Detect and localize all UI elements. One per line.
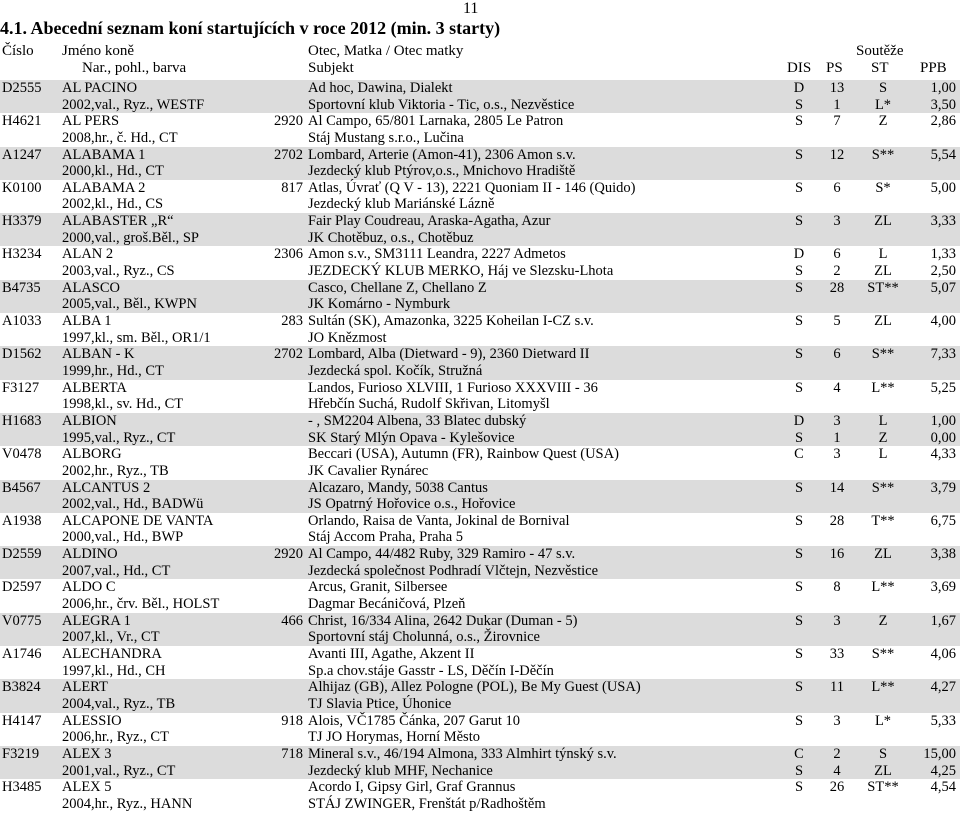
result-ps: 13 <box>829 80 845 96</box>
result-ps: 5 <box>833 313 841 330</box>
result-ppb: 7,33 <box>930 346 956 363</box>
horse-subject: Jezdecký klub MHF, Nechanice <box>308 762 493 779</box>
result-ps: 26 <box>829 779 845 796</box>
horse-name: AL PERS <box>62 113 120 130</box>
result-dis: C <box>794 446 804 463</box>
result-dis: S <box>794 762 804 779</box>
horse-name: ALASCO <box>62 279 121 296</box>
table-row <box>0 313 960 346</box>
result-ppb: 5,25 <box>930 379 956 396</box>
result-ps: 4 <box>833 762 841 779</box>
table-row <box>0 446 960 479</box>
table-row <box>0 646 960 679</box>
result-dis: S <box>794 479 804 496</box>
horse-info: 2000,kl., Hd., CT <box>62 163 164 180</box>
result-dis: C <box>794 745 804 762</box>
horse-name: ALEX 3 <box>62 745 112 762</box>
horse-number: 2702 <box>274 146 303 163</box>
horse-subject: JS Opatrný Hořovice o.s., Hořovice <box>308 496 516 513</box>
result-st: ZL <box>874 546 892 563</box>
result-dis: S <box>794 679 804 696</box>
result-dis: S <box>794 612 804 629</box>
horse-name: ALBERTA <box>62 379 127 396</box>
horse-subject: Sportovní stáj Cholunná, o.s., Žirovnice <box>308 629 540 646</box>
horse-pedigree: Ad hoc, Dawina, Dialekt <box>308 80 453 96</box>
table-row <box>0 113 960 146</box>
horse-name: ALCANTUS 2 <box>62 479 151 496</box>
header-subjekt: Subjekt <box>308 60 354 76</box>
horse-number: 2920 <box>274 546 303 563</box>
horse-pedigree: Lombard, Arterie (Amon-41), 2306 Amon s.v. <box>308 146 576 163</box>
result-ps: 33 <box>829 646 845 663</box>
result-st: Z <box>878 612 888 629</box>
result-ppb: 4,33 <box>930 446 956 463</box>
horse-id: B3824 <box>2 679 41 696</box>
result-dis: S <box>794 213 804 230</box>
horse-pedigree: Casco, Chellane Z, Chellano Z <box>308 279 487 296</box>
horse-info: 2007,val., Hd., CT <box>62 562 171 579</box>
table-row <box>0 679 960 712</box>
result-ppb: 4,27 <box>930 679 956 696</box>
header-otec: Otec, Matka / Otec matky <box>308 43 464 59</box>
horse-info: 2001,val., Ryz., CT <box>62 762 176 779</box>
result-ps: 6 <box>833 346 841 363</box>
horse-name: ALDO C <box>62 579 116 596</box>
result-ppb: 5,07 <box>930 279 956 296</box>
result-ps: 4 <box>833 379 841 396</box>
horse-pedigree: Acordo I, Gipsy Girl, Graf Grannus <box>308 779 516 796</box>
result-dis: S <box>794 779 804 796</box>
result-ppb: 1,00 <box>930 412 956 429</box>
horse-pedigree: Al Campo, 44/482 Ruby, 329 Ramiro - 47 s.v. <box>308 546 576 563</box>
result-ps: 6 <box>833 246 841 263</box>
horse-id: A1033 <box>2 313 42 330</box>
horse-id: D2597 <box>2 579 42 596</box>
result-ps: 8 <box>833 579 841 596</box>
horse-subject: Sportovní klub Viktoria - Tic, o.s., Nezvěstice <box>308 96 575 113</box>
horse-info: 2006,hr., Ryz., CT <box>62 729 169 746</box>
horse-id: H4621 <box>2 113 42 130</box>
result-ppb: 5,33 <box>930 712 956 729</box>
horse-subject: Jezdecký klub Ptýrov,o.s., Mnichovo Hradiště <box>308 163 576 180</box>
result-st: L** <box>871 579 895 596</box>
result-ppb: 1,33 <box>930 246 956 263</box>
horse-info: 1997,kl., sm. Běl., OR1/1 <box>62 329 211 346</box>
horse-subject: Stáj Accom Praha, Praha 5 <box>308 529 464 546</box>
horse-id: A1746 <box>2 646 42 663</box>
header-jmeno-sub: Nar., pohl., barva <box>82 60 187 76</box>
horse-number: 718 <box>281 745 303 762</box>
result-ps: 3 <box>833 612 841 629</box>
horse-name: ALABAMA 2 <box>62 179 146 196</box>
result-ppb: 2,86 <box>930 113 956 130</box>
result-ppb: 3,69 <box>930 579 956 596</box>
horse-info: 2008,hr., č. Hd., CT <box>62 129 178 146</box>
horse-info: 1999,hr., Hd., CT <box>62 362 164 379</box>
result-dis: S <box>794 646 804 663</box>
horse-subject: JK Chotěbuz, o.s., Chotěbuz <box>308 229 474 246</box>
horse-pedigree: Amon s.v., SM3111 Leandra, 2227 Admetos <box>308 246 566 263</box>
result-st: S <box>878 80 888 96</box>
result-ppb: 1,00 <box>930 80 956 96</box>
result-ps: 12 <box>829 146 845 163</box>
header-cislo: Číslo <box>2 43 34 59</box>
result-st: ZL <box>874 313 892 330</box>
horse-pedigree: Beccari (USA), Autumn (FR), Rainbow Quest (USA) <box>308 446 619 463</box>
horse-subject: Sp.a chov.stáje Gasstr - LS, Děčín I-Děčín <box>308 662 554 679</box>
result-st: L* <box>874 712 892 729</box>
horse-id: F3127 <box>2 379 40 396</box>
horse-name: ALERT <box>62 679 108 696</box>
result-dis: S <box>794 179 804 196</box>
horse-subject: Jezdecká společnost Podhradí Vlčtejn, Nezvěstice <box>308 562 599 579</box>
horse-id: V0775 <box>2 612 42 629</box>
result-ps: 3 <box>833 446 841 463</box>
horse-info: 1995,val., Ryz., CT <box>62 429 176 446</box>
horse-name: ALBORG <box>62 446 122 463</box>
horse-name: ALABAMA 1 <box>62 146 146 163</box>
result-st: Z <box>878 113 888 130</box>
header-jmeno: Jméno koně <box>62 43 135 59</box>
horse-pedigree: Lombard, Alba (Dietward - 9), 2360 Dietward II <box>308 346 590 363</box>
horse-name: ALAN 2 <box>62 246 114 263</box>
result-ps: 28 <box>829 512 845 529</box>
horse-name: ALEX 5 <box>62 779 112 796</box>
horse-pedigree: Orlando, Raisa de Vanta, Jokinal de Bornival <box>308 512 570 529</box>
result-dis: S <box>794 429 804 446</box>
result-ps: 7 <box>833 113 841 130</box>
horse-info: 1998,kl., sv. Hd., CT <box>62 396 184 413</box>
horse-pedigree: Arcus, Granit, Silbersee <box>308 579 448 596</box>
horse-info: 2006,hr., črv. Běl., HOLST <box>62 596 220 613</box>
horse-info: 2002,kl., Hd., CS <box>62 196 164 213</box>
horse-subject: JK Komárno - Nymburk <box>308 296 451 313</box>
horse-subject: Jezdecká spol. Kočík, Stružná <box>308 362 483 379</box>
horse-name: ALEGRA 1 <box>62 612 131 629</box>
horse-id: H3379 <box>2 213 42 230</box>
table-row <box>0 380 960 413</box>
result-ppb: 4,25 <box>930 762 956 779</box>
table-row <box>0 213 960 246</box>
table-row <box>0 513 960 546</box>
table-row <box>0 546 960 579</box>
result-ps: 2 <box>833 745 841 762</box>
horse-pedigree: Mineral s.v., 46/194 Almona, 333 Almhirt týnský s.v. <box>308 745 617 762</box>
result-ppb: 3,38 <box>930 546 956 563</box>
horse-number: 2306 <box>274 246 303 263</box>
header-dis: DIS <box>787 60 812 76</box>
horse-name: ALDINO <box>62 546 118 563</box>
horse-id: B4567 <box>2 479 41 496</box>
page-number: 11 <box>463 0 479 17</box>
table-row <box>0 713 960 746</box>
horse-id: H3234 <box>2 246 42 263</box>
horse-info: 2002,val., Hd., BADWü <box>62 496 204 513</box>
result-ps: 3 <box>833 213 841 230</box>
table-row <box>0 147 960 180</box>
horse-id: F3219 <box>2 745 40 762</box>
result-st: ST** <box>867 779 899 796</box>
result-st: S** <box>871 646 895 663</box>
result-st: ST** <box>867 279 899 296</box>
header-souteze: Soutěže <box>856 43 904 59</box>
result-ppb: 5,00 <box>930 179 956 196</box>
horse-number: 2702 <box>274 346 303 363</box>
horse-info: 2004,val., Ryz., TB <box>62 695 176 712</box>
result-st: S* <box>875 179 891 196</box>
table-row <box>0 280 960 313</box>
result-dis: S <box>794 313 804 330</box>
horse-subject: STÁJ ZWINGER, Frenštát p/Radhoštěm <box>308 795 546 812</box>
result-st: ZL <box>874 762 892 779</box>
horse-id: V0478 <box>2 446 42 463</box>
result-ppb: 5,54 <box>930 146 956 163</box>
table-row <box>0 246 960 279</box>
result-dis: D <box>793 412 805 429</box>
horse-name: ALCAPONE DE VANTA <box>62 512 214 529</box>
horse-pedigree: Fair Play Coudreau, Araska-Agatha, Azur <box>308 213 551 230</box>
horse-name: ALBAN - K <box>62 346 135 363</box>
horse-subject: JK Cavalier Rynárec <box>308 462 429 479</box>
result-ppb: 3,33 <box>930 213 956 230</box>
horse-subject: JEZDECKÝ KLUB MERKO, Háj ve Slezsku-Lhota <box>308 263 614 280</box>
horse-number: 283 <box>281 313 303 330</box>
result-st: L <box>878 412 888 429</box>
result-dis: S <box>794 96 804 113</box>
header-st: ST <box>871 60 889 76</box>
result-ps: 28 <box>829 279 845 296</box>
result-ppb: 4,06 <box>930 646 956 663</box>
horse-subject: Jezdecký klub Mariánské Lázně <box>308 196 495 213</box>
result-ps: 6 <box>833 179 841 196</box>
horse-pedigree: Alois, VČ1785 Čánka, 207 Garut 10 <box>308 712 520 729</box>
table-row <box>0 80 960 113</box>
result-ps: 3 <box>833 412 841 429</box>
horse-info: 2007,kl., Vr., CT <box>62 629 160 646</box>
result-dis: S <box>794 346 804 363</box>
result-ps: 2 <box>833 263 841 280</box>
table-row <box>0 346 960 379</box>
result-st: T** <box>871 512 895 529</box>
header-ps: PS <box>826 60 843 76</box>
result-st: S** <box>871 479 895 496</box>
result-dis: S <box>794 146 804 163</box>
horse-subject: TJ JO Horymas, Horní Město <box>308 729 480 746</box>
horse-subject: Stáj Mustang s.r.o., Lučina <box>308 129 464 146</box>
table-row <box>0 413 960 446</box>
horse-id: D2555 <box>2 80 42 96</box>
horse-info: 2000,val., Hd., BWP <box>62 529 184 546</box>
horse-subject: SK Starý Mlýn Opava - Kylešovice <box>308 429 515 446</box>
horse-subject: Dagmar Becáničová, Plzeň <box>308 596 466 613</box>
result-st: S** <box>871 346 895 363</box>
result-ppb: 6,75 <box>930 512 956 529</box>
header-ppb: PPB <box>920 60 947 76</box>
horse-pedigree: - , SM2204 Albena, 33 Blatec dubský <box>308 412 527 429</box>
horse-number: 2920 <box>274 113 303 130</box>
result-ppb: 3,79 <box>930 479 956 496</box>
result-dis: S <box>794 279 804 296</box>
result-ppb: 4,54 <box>930 779 956 796</box>
result-dis: S <box>794 113 804 130</box>
horse-info: 2002,val., Ryz., WESTF <box>62 96 205 113</box>
horse-number: 817 <box>281 179 303 196</box>
result-ps: 3 <box>833 712 841 729</box>
horse-name: ALBION <box>62 412 117 429</box>
result-st: S <box>878 745 888 762</box>
horse-table <box>0 80 960 813</box>
horse-id: H4147 <box>2 712 42 729</box>
table-row <box>0 746 960 779</box>
result-st: L** <box>871 379 895 396</box>
result-dis: S <box>794 712 804 729</box>
result-st: Z <box>878 429 888 446</box>
horse-pedigree: Alcazaro, Mandy, 5038 Cantus <box>308 479 488 496</box>
horse-info: 2004,hr., Ryz., HANN <box>62 795 193 812</box>
result-dis: D <box>793 246 805 263</box>
result-ppb: 2,50 <box>930 263 956 280</box>
horse-pedigree: Landos, Furioso XLVIII, 1 Furioso XXXVIII - 36 <box>308 379 598 396</box>
horse-id: A1938 <box>2 512 42 529</box>
horse-subject: JO Knězmost <box>308 329 387 346</box>
horse-pedigree: Atlas, Úvrať (Q V - 13), 2221 Quoniam II - 146 (Quido) <box>308 179 636 196</box>
result-ps: 1 <box>833 429 841 446</box>
result-ps: 14 <box>829 479 845 496</box>
result-st: L <box>878 246 888 263</box>
result-dis: S <box>794 512 804 529</box>
result-st: L <box>878 446 888 463</box>
horse-name: AL PACINO <box>62 80 138 96</box>
result-st: S** <box>871 146 895 163</box>
horse-name: ALESSIO <box>62 712 122 729</box>
horse-pedigree: Avanti III, Agathe, Akzent II <box>308 646 475 663</box>
horse-pedigree: Al Campo, 65/801 Larnaka, 2805 Le Patron <box>308 113 564 130</box>
horse-pedigree: Sultán (SK), Amazonka, 3225 Koheilan I-CZ s.v. <box>308 313 594 330</box>
table-row <box>0 613 960 646</box>
horse-info: 2002,hr., Ryz., TB <box>62 462 169 479</box>
horse-id: H3485 <box>2 779 42 796</box>
horse-name: ALABASTER „R“ <box>62 213 174 230</box>
result-st: ZL <box>874 263 892 280</box>
result-ppb: 1,67 <box>930 612 956 629</box>
result-st: ZL <box>874 213 892 230</box>
horse-name: ALECHANDRA <box>62 646 162 663</box>
result-st: L** <box>871 679 895 696</box>
horse-pedigree: Alhijaz (GB), Allez Pologne (POL), Be My Guest (USA) <box>308 679 641 696</box>
horse-name: ALBA 1 <box>62 313 112 330</box>
horse-id: D1562 <box>2 346 42 363</box>
horse-id: D2559 <box>2 546 42 563</box>
result-dis: S <box>794 263 804 280</box>
result-ppb: 0,00 <box>930 429 956 446</box>
horse-info: 2000,val., groš.Běl., SP <box>62 229 199 246</box>
horse-id: A1247 <box>2 146 42 163</box>
result-ps: 1 <box>833 96 841 113</box>
horse-id: B4735 <box>2 279 41 296</box>
table-row <box>0 579 960 612</box>
horse-id: H1683 <box>2 412 42 429</box>
result-st: L* <box>874 96 892 113</box>
result-ppb: 3,50 <box>930 96 956 113</box>
horse-number: 466 <box>281 612 303 629</box>
horse-number: 918 <box>281 712 303 729</box>
horse-pedigree: Christ, 16/334 Alina, 2642 Dukar (Duman - 5) <box>308 612 578 629</box>
table-row <box>0 779 960 812</box>
horse-id: K0100 <box>2 179 42 196</box>
horse-info: 2005,val., Běl., KWPN <box>62 296 197 313</box>
horse-subject: Hřebčín Suchá, Rudolf Skřivan, Litomyšl <box>308 396 550 413</box>
result-dis: S <box>794 579 804 596</box>
horse-subject: TJ Slavia Ptice, Úhonice <box>308 695 452 712</box>
result-ps: 16 <box>829 546 845 563</box>
result-dis: S <box>794 379 804 396</box>
horse-info: 1997,kl., Hd., CH <box>62 662 166 679</box>
result-dis: S <box>794 546 804 563</box>
result-ppb: 4,00 <box>930 313 956 330</box>
table-row <box>0 180 960 213</box>
horse-info: 2003,val., Ryz., CS <box>62 263 175 280</box>
table-row <box>0 480 960 513</box>
result-ppb: 15,00 <box>923 745 956 762</box>
result-dis: D <box>793 80 805 96</box>
page-title: 4.1. Abecední seznam koní startujících v roce 2012 (min. 3 starty) <box>0 18 501 38</box>
result-ps: 11 <box>830 679 844 696</box>
